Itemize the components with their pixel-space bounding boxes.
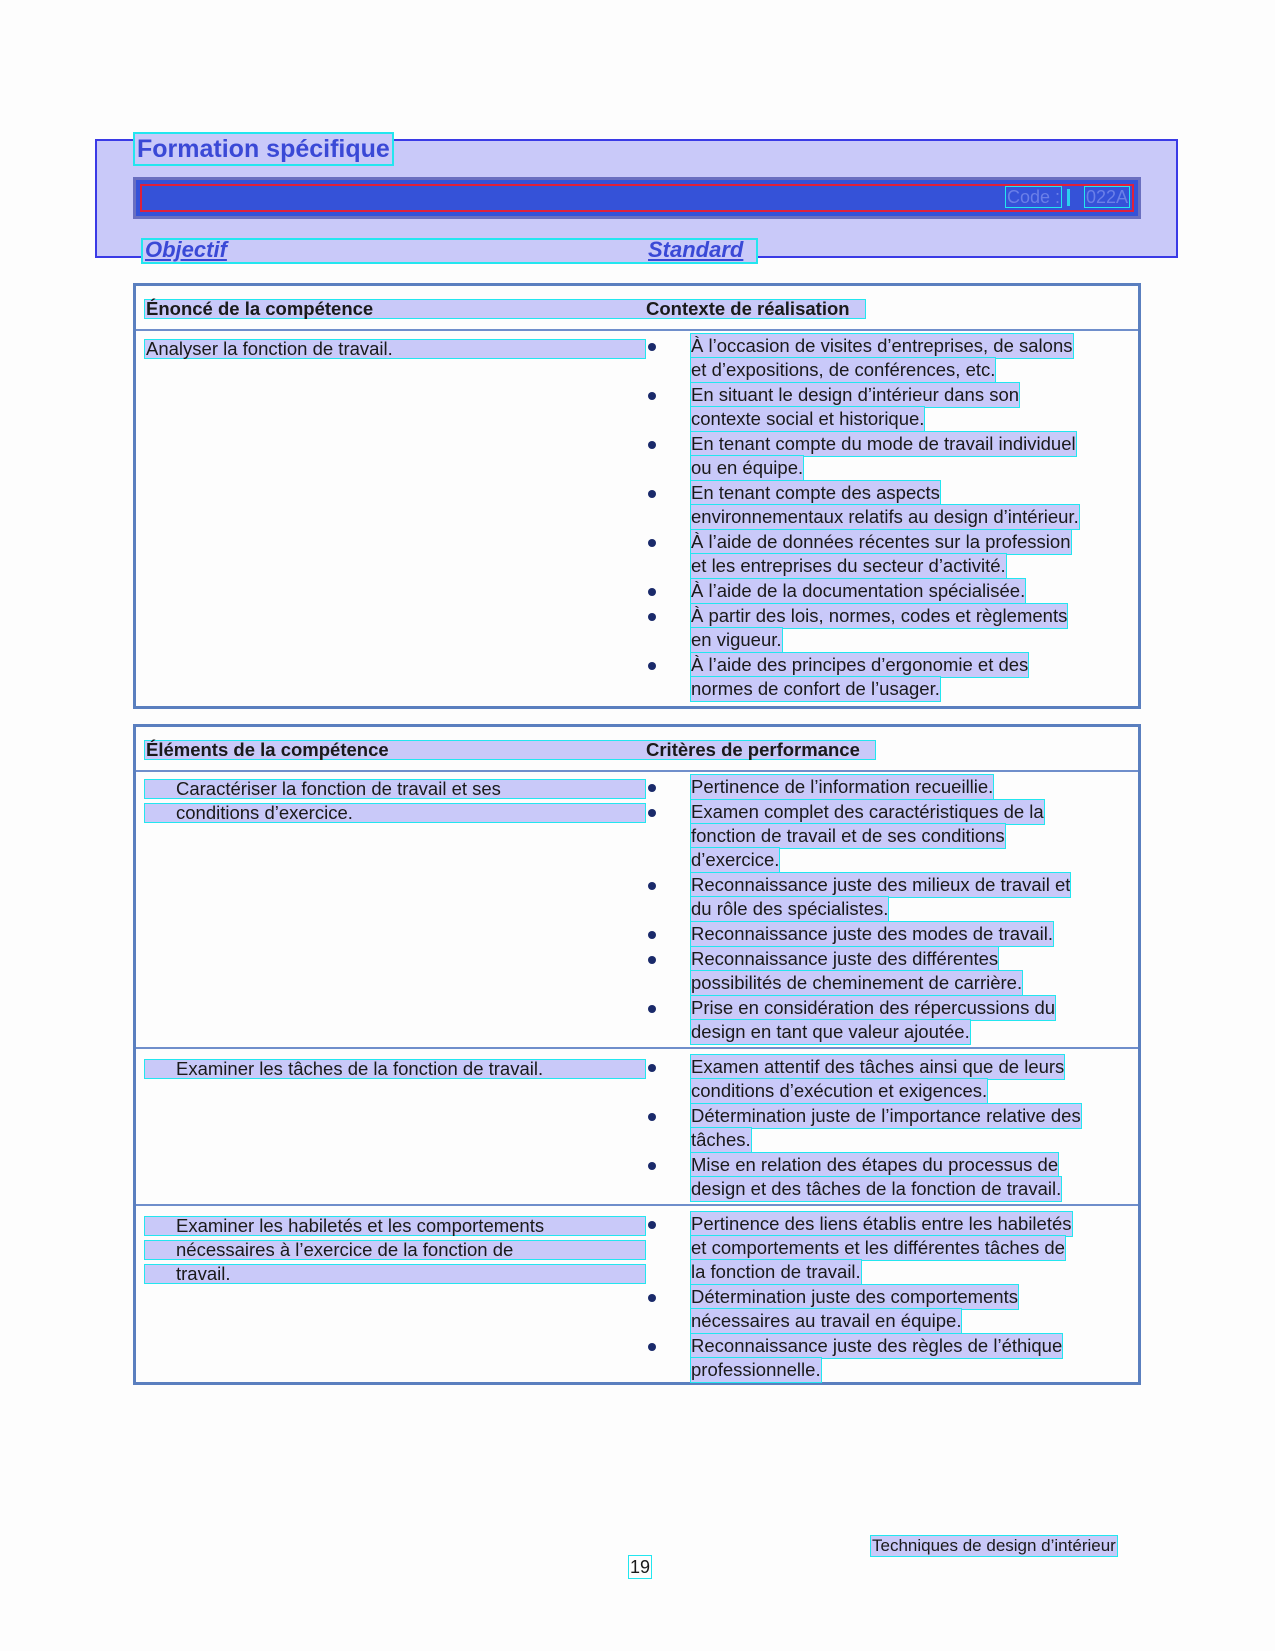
bullet-icon (648, 662, 656, 670)
bullet-icon (648, 809, 656, 817)
code-bar-frame (140, 184, 1134, 212)
bullet-icon (648, 1221, 656, 1229)
bullet-icon (648, 1343, 656, 1351)
bullet-icon (648, 784, 656, 792)
context-item-line: contexte social et historique. (691, 408, 925, 429)
criterion-line: Détermination juste des comportements (691, 1286, 1018, 1307)
criterion-line: Prise en considération des répercussions du (691, 997, 1056, 1018)
bullet-icon (648, 588, 656, 596)
code-bar (133, 177, 1141, 219)
context-item-line: ou en équipe. (691, 457, 804, 478)
criterion-line: fonction de travail et de ses conditions (691, 825, 1005, 846)
bullet-icon (648, 1005, 656, 1013)
page-number: 19 (630, 1557, 651, 1577)
criterion-line: Examen complet des caractéristiques de la (691, 801, 1044, 822)
criterion-line: Détermination juste de l’importance relative des (691, 1105, 1081, 1126)
context-item-line: À l’occasion de visites d’entreprises, de salons (691, 335, 1073, 356)
context-item-line: En tenant compte des aspects (691, 482, 940, 503)
column-header-criteria: Critères de performance (646, 739, 860, 760)
context-item-line: À l’aide de la documentation spécialisée. (691, 580, 1026, 601)
context-item-line: En situant le design d’intérieur dans son (691, 384, 1020, 405)
competence-elements-table (133, 724, 1141, 1385)
objective-label: Objectif (145, 237, 227, 262)
context-item-line: et d’expositions, de conférences, etc. (691, 359, 996, 380)
criterion-line: Pertinence des liens établis entre les habiletés (691, 1213, 1072, 1234)
context-item-line: En tenant compte du mode de travail individuel (691, 433, 1076, 454)
bullet-icon (648, 343, 656, 351)
criterion-line: nécessaires au travail en équipe. (691, 1310, 962, 1331)
competence-statement-table (133, 283, 1141, 709)
criterion-line: d’exercice. (691, 849, 780, 870)
element-text-line: travail. (176, 1263, 231, 1284)
section-title: Formation spécifique (137, 135, 390, 163)
criterion-line: la fonction de travail. (691, 1261, 861, 1282)
bullet-icon (648, 1064, 656, 1072)
column-header-elements: Éléments de la compétence (146, 739, 389, 760)
criterion-line: Reconnaissance juste des différentes (691, 948, 999, 969)
criterion-line: Reconnaissance juste des milieux de travail et (691, 874, 1071, 895)
context-item-line: À l’aide des principes d’ergonomie et des (691, 654, 1029, 675)
criterion-line: design et des tâches de la fonction de travail. (691, 1178, 1062, 1199)
bullet-icon (648, 392, 656, 400)
bullet-icon (648, 1294, 656, 1302)
bullet-icon (648, 931, 656, 939)
criterion-line: du rôle des spécialistes. (691, 898, 889, 919)
criterion-line: Reconnaissance juste des règles de l’éthique (691, 1335, 1063, 1356)
element-text-line: conditions d’exercice. (176, 802, 353, 823)
criterion-line: possibilités de cheminement de carrière. (691, 972, 1023, 993)
criterion-line: et comportements et les différentes tâches de (691, 1237, 1065, 1258)
standard-label: Standard (648, 237, 744, 262)
criterion-line: Examen attentif des tâches ainsi que de leurs (691, 1056, 1065, 1077)
program-title: Techniques de design d’intérieur (872, 1536, 1116, 1555)
bullet-icon (648, 539, 656, 547)
context-item-line: et les entreprises du secteur d’activité. (691, 555, 1006, 576)
code-value: 022A (1085, 187, 1128, 207)
column-header-context: Contexte de réalisation (646, 298, 850, 319)
context-item-line: À l’aide de données récentes sur la profession (691, 531, 1071, 552)
criterion-line: tâches. (691, 1129, 751, 1150)
element-text-line: Examiner les tâches de la fonction de travail. (176, 1058, 544, 1079)
context-item-line: À partir des lois, normes, codes et règlements (691, 605, 1068, 626)
bullet-icon (648, 441, 656, 449)
context-item-line: environnementaux relatifs au design d’intérieur. (691, 506, 1079, 527)
element-text-line: Caractériser la fonction de travail et ses (176, 778, 501, 799)
bullet-icon (648, 882, 656, 890)
context-item-line: normes de confort de l’usager. (691, 678, 940, 699)
bullet-icon (648, 490, 656, 498)
column-header-statement: Énoncé de la compétence (146, 298, 374, 319)
criterion-line: Mise en relation des étapes du processus de (691, 1154, 1059, 1175)
code-separator (1067, 189, 1070, 206)
criterion-line: Reconnaissance juste des modes de travail. (691, 923, 1053, 944)
criterion-line: design en tant que valeur ajoutée. (691, 1021, 970, 1042)
table-row-separator (136, 1047, 1138, 1049)
bullet-icon (648, 1162, 656, 1170)
table-row-separator (136, 1204, 1138, 1206)
context-item-line: en vigueur. (691, 629, 782, 650)
criterion-line: professionnelle. (691, 1359, 821, 1380)
element-text-line: nécessaires à l’exercice de la fonction de (176, 1239, 514, 1260)
element-text-line: Examiner les habiletés et les comportements (176, 1215, 545, 1236)
code-label: Code : (1006, 187, 1060, 207)
bullet-icon (648, 956, 656, 964)
criterion-line: conditions d’exécution et exigences. (691, 1080, 988, 1101)
bullet-icon (648, 1113, 656, 1121)
criterion-line: Pertinence de l’information recueillie. (691, 776, 994, 797)
competence-statement: Analyser la fonction de travail. (146, 338, 393, 359)
bullet-icon (648, 613, 656, 621)
